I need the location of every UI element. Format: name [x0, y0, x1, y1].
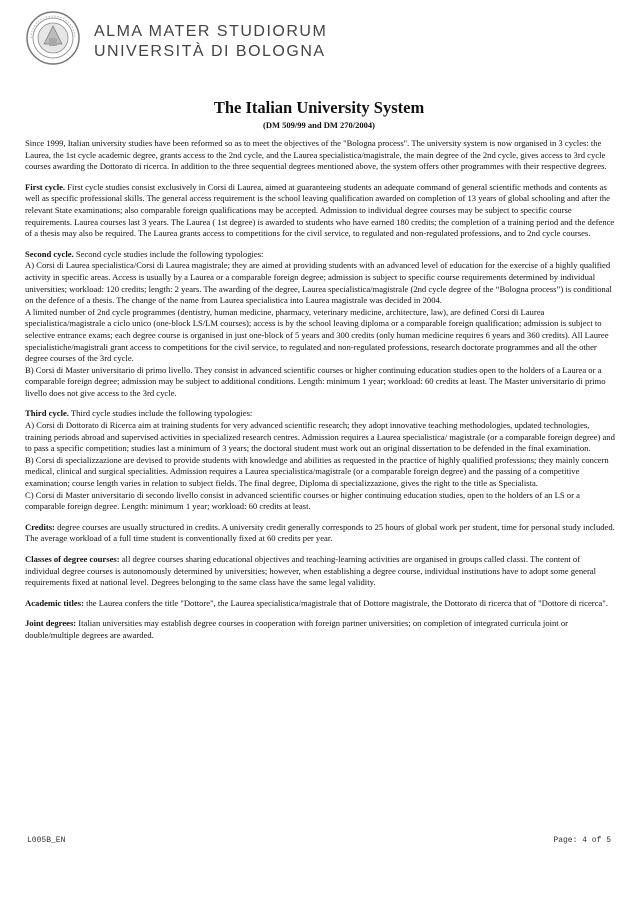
joint-degrees-section — [25, 618, 615, 641]
academic-titles-text: the Laurea confers the title "Dottore", the Laurea specialistica/magistrale that of Dottore magistrale, the Dottorato di ricerca that of "Dottore di ricerca". — [83, 597, 608, 608]
second-cycle-intro: Second cycle studies include the following typologies: — [73, 248, 264, 259]
third-cycle-item-c: C) Corsi di Master universitario di secondo livello consist in advanced scientific courses or higher continuing education studies, open to the holders of an LS or a comparable foreign degree. Length: minimum 1 year; workload: 60 credits at least. — [25, 489, 580, 512]
second-cycle-section — [25, 249, 615, 400]
intro-paragraph: Since 1999, Italian university studies have been reformed so as to meet the objectives of the "Bologna process". The university system is now organised in 3 cycles: the Laurea, the 1st cycle academic degree, grants access to the 2nd cycle, and the Laurea specialistica/magistrale, the main degree of the 2nd cycle, gives access to 3rd cycle courses awarding the Dottorato di ricerca. In addition to the three sequential degrees mentioned above, the system offers other programmes with their respective degrees. — [25, 138, 607, 172]
second-cycle-item-a2: A limited number of 2nd cycle programmes (dentistry, human medicine, pharmacy, veterinary medicine, architecture, law), are defined Corsi di Laurea specialistica/magistrale a ciclo unico (one-block LS/LM courses); access is by the school leaving diploma or a comparable foreign qualification; admission is subject to selective entrance exams; each degree course is organised in just one-block of 5 years and 300 credits (only human medicine requires 6 years and 360 credits). All Lauree specialistiche/magistrali grant access to competitions for the civil service, to regulated and non-regulated professions, research doctorate programmes and all the other degree courses of the 3rd cycle. — [25, 306, 609, 364]
third-cycle-section — [25, 408, 615, 512]
second-cycle-heading: Second cycle. — [25, 248, 74, 259]
page-title: The Italian University System — [213, 98, 425, 117]
logo-line-1: ALMA MATER STUDIORUM — [94, 23, 328, 40]
footer-doc-code: L005B_EN — [27, 836, 66, 845]
university-seal-icon — [25, 10, 81, 66]
academic-titles-section — [25, 598, 615, 610]
second-cycle-item-b: B) Corsi di Master universitario di primo livello. They consist in advanced scientific courses or higher continuing education studies open to the holders of a Laurea or a comparable foreign degree; admission may be subject to additional conditions. Length: minimum 1 year; workload: 60 credits at least. The Master universitario di primo livello does not give access to the 3rd cycle. — [25, 364, 606, 398]
footer-page-number: Page: 4 of 5 — [553, 836, 611, 845]
page-subtitle: (DM 509/99 and DM 270/2004) — [263, 120, 375, 130]
joint-degrees-heading: Joint degrees: — [25, 618, 77, 629]
credits-text: degree courses are usually structured in credits. A university credit generally corresponds to 25 hours of global work per student, time for personal study included. The average workload of a full time student is conventionally fixed at 60 credits per year. — [25, 521, 615, 544]
credits-heading: Credits: — [25, 521, 55, 532]
logo-line-2: UNIVERSITÀ DI BOLOGNA — [94, 43, 326, 60]
joint-degrees-text: Italian universities may establish degree courses in cooperation with foreign partner universities; on completion of integrated curricula joint or double/multiple degrees are awarded. — [25, 618, 568, 640]
first-cycle-heading: First cycle. — [25, 181, 66, 192]
academic-titles-heading: Academic titles: — [25, 597, 84, 608]
third-cycle-intro: Third cycle studies include the following typologies: — [68, 408, 253, 419]
third-cycle-item-a: A) Corsi di Dottorato di Ricerca aim at training students for very advanced scientific research; they adopt innovative teaching methodologies, updated technologies, training periods abroad and supervised activities in specialized research centres. Admission requires a Laurea specialistica/ magistrale (or a comparable foreign degree) and to pass a specific competition; studies last a minimum of 3 years; the doctoral student must work out an original dissertation to be defended in the final examination. — [25, 420, 615, 454]
university-logo — [25, 10, 328, 70]
first-cycle-text: First cycle studies consist exclusively in Corsi di Laurea, aimed at guaranteeing students an adequate command of general scientific methods and contents as well as specific professional skills. The general access requirement is the school leaving qualification awarded on completion of 13 years of global schooling and after the relevant State examinations; also comparable foreign qualifications may be accepted. Admission to individual degree courses may be subject to specific course requirements. Laurea courses last 3 years. The Laurea ( 1st degree) is awarded to students who have earned 180 credits; the completion of a training period and the defence of a thesis may also be required. The Laurea grants access to competitions for the civil service, to regulated and non-regulated professions, and to 2nd cycle courses. — [25, 181, 615, 239]
second-cycle-item-a: A) Corsi di Laurea specialistica/Corsi di Laurea magistrale; they are aimed at providing students with an advanced level of education for the exercise of a highly qualified activity in specific areas. Access is usually by a Laurea or a comparable foreign degree; admission is subject to specific course requirements determined by individual universities; workload: 120 credits; length: 2 years. The awarding of the degree, Laurea specialistica/magistrale (2nd cycle degree of the “Bologna process”) is conditional on the defence of a thesis. The change of the name from Laurea specialistica into Laurea magistrale was decided in 2004. — [25, 260, 612, 306]
classes-heading: Classes of degree courses: — [25, 554, 120, 564]
classes-section — [25, 554, 615, 589]
first-cycle-section — [25, 182, 615, 240]
third-cycle-item-b: B) Corsi di specializzazione are devised to provide students with knowledge and abilities as requested in the practice of highly qualified professions; they mainly concern medical, clinical and surgical specialities. Admission requires a Laurea specialistica/magistrale (or a comparable foreign degree) and the passing of a competitive examination; course length varies in relation to subject fields. The final degree, Diploma di specializzazione, gives the right to the title as Specialista. — [25, 454, 609, 489]
third-cycle-heading: Third cycle. — [25, 408, 69, 419]
document-body — [25, 138, 615, 651]
classes-text: all degree courses sharing educational objectives and teaching-learning activities are organised in groups called classi. The content of individual degree courses is autonomously determined by universities; however, when establishing a degree course, individual institutions have to adopt some general requirements fixed at national level. Degrees belonging to the same class have the same legal validity. — [25, 554, 597, 588]
credits-section — [25, 522, 615, 545]
